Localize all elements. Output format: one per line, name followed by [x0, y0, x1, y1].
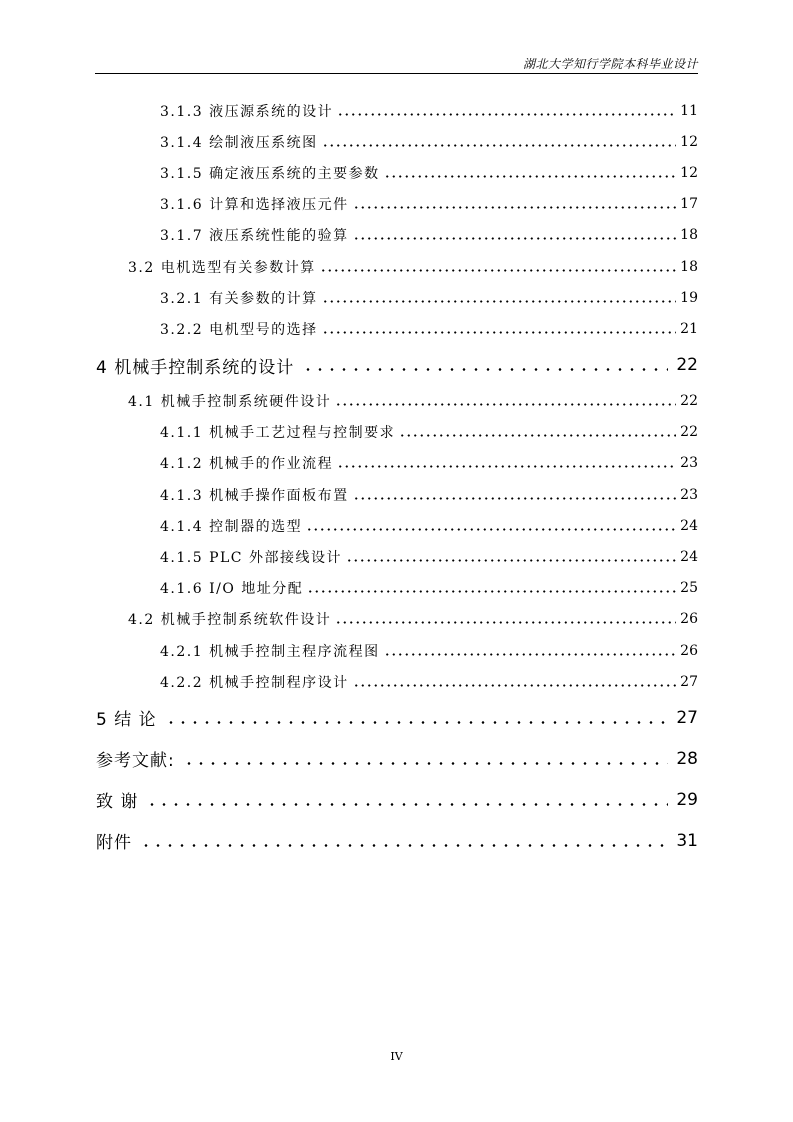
toc-entry-page-number: 28	[676, 748, 698, 769]
toc-entry-page-number: 25	[680, 580, 698, 597]
toc-entry[interactable]	[96, 820, 698, 861]
toc-entry-title: 3.1.6 计算和选择液压元件	[160, 197, 349, 214]
toc-leader-dots	[140, 835, 668, 847]
toc-entry[interactable]	[96, 251, 698, 282]
toc-entry-title: 3.2.2 电机型号的选择	[160, 321, 318, 338]
toc-entry-title: 4 机械手控制系统的设计	[96, 357, 295, 378]
toc-leader-dots	[322, 293, 677, 303]
toc-entry-title: 致 谢	[96, 792, 139, 813]
toc-entry-page-number: 23	[680, 486, 698, 503]
toc-entry-title: 4.1.2 机械手的作业流程	[160, 456, 334, 473]
toc-entry[interactable]	[96, 604, 698, 635]
toc-entry[interactable]	[96, 345, 698, 386]
toc-entry-title: 3.2 电机选型有关参数计算	[128, 259, 316, 276]
toc-entry-page-number: 12	[680, 133, 698, 150]
table-of-contents	[96, 95, 698, 861]
toc-entry-title: 3.1.4 绘制液压系统图	[160, 134, 318, 151]
toc-entry-title: 5 结 论	[96, 710, 157, 731]
page-number: IV	[390, 1050, 403, 1063]
toc-entry[interactable]	[96, 635, 698, 666]
toc-entry-page-number: 23	[680, 455, 698, 472]
toc-leader-dots	[384, 646, 677, 656]
toc-entry-title: 4.1.4 控制器的选型	[160, 518, 303, 535]
toc-entry-title: 4.2 机械手控制系统软件设计	[128, 612, 332, 629]
running-header-title: 湖北大学知行学院本科毕业设计	[522, 57, 698, 71]
toc-entry[interactable]	[96, 282, 698, 313]
toc-leader-dots	[353, 677, 677, 687]
toc-entry[interactable]	[96, 738, 698, 779]
toc-entry[interactable]	[96, 417, 698, 448]
toc-leader-dots	[384, 168, 677, 178]
toc-entry[interactable]	[96, 126, 698, 157]
toc-entry-title: 3.2.1 有关参数的计算	[160, 290, 318, 307]
toc-entry-title: 4.1.5 PLC 外部接线设计	[160, 550, 342, 567]
toc-leader-dots	[346, 552, 676, 562]
toc-entry-page-number: 26	[680, 642, 698, 659]
toc-entry-page-number: 26	[680, 611, 698, 628]
toc-entry-page-number: 21	[680, 320, 698, 337]
toc-entry-page-number: 18	[680, 258, 698, 275]
toc-entry[interactable]	[96, 779, 698, 820]
toc-entry[interactable]	[96, 666, 698, 697]
toc-leader-dots	[337, 458, 676, 468]
toc-entry-page-number: 19	[680, 289, 698, 306]
toc-leader-dots	[322, 324, 677, 334]
toc-leader-dots	[320, 262, 676, 272]
toc-leader-dots	[307, 583, 676, 593]
toc-entry-page-number: 22	[676, 355, 698, 375]
toc-entry-title: 参考文献:	[96, 751, 175, 772]
toc-leader-dots	[322, 137, 677, 147]
toc-entry-title: 附件	[96, 833, 132, 854]
header-divider	[95, 73, 698, 74]
toc-entry[interactable]	[96, 697, 698, 738]
toc-leader-dots	[306, 521, 676, 531]
toc-entry-page-number: 22	[680, 424, 698, 441]
toc-entry[interactable]	[96, 541, 698, 572]
toc-leader-dots	[302, 359, 668, 371]
toc-entry-page-number: 27	[680, 673, 698, 690]
toc-leader-dots	[353, 490, 677, 500]
toc-entry[interactable]	[96, 448, 698, 479]
toc-entry-page-number: 29	[676, 789, 698, 810]
toc-leader-dots	[335, 396, 676, 406]
toc-leader-dots	[165, 712, 669, 724]
toc-entry[interactable]	[96, 479, 698, 510]
toc-entry-page-number: 24	[680, 517, 698, 534]
toc-entry-title: 4.1 机械手控制系统硬件设计	[128, 394, 332, 411]
toc-entry[interactable]	[96, 386, 698, 417]
toc-leader-dots	[399, 427, 676, 437]
toc-leader-dots	[146, 794, 668, 806]
toc-entry[interactable]	[96, 313, 698, 344]
toc-entry-page-number: 18	[680, 227, 698, 244]
toc-leader-dots	[335, 614, 676, 624]
toc-entry-page-number: 24	[680, 549, 698, 566]
toc-entry[interactable]	[96, 220, 698, 251]
toc-entry-page-number: 31	[676, 830, 698, 851]
toc-entry-page-number: 11	[680, 102, 698, 119]
toc-entry-title: 3.1.5 确定液压系统的主要参数	[160, 165, 380, 182]
toc-entry-page-number: 27	[676, 707, 698, 728]
toc-entry-title: 3.1.7 液压系统性能的验算	[160, 228, 349, 245]
toc-leader-dots	[183, 753, 669, 765]
toc-entry-title: 3.1.3 液压源系统的设计	[160, 103, 334, 120]
toc-entry[interactable]	[96, 189, 698, 220]
toc-entry[interactable]	[96, 95, 698, 126]
toc-entry-title: 4.1.1 机械手工艺过程与控制要求	[160, 425, 396, 442]
toc-leader-dots	[353, 199, 677, 209]
toc-entry-title: 4.1.6 I/O 地址分配	[160, 581, 304, 598]
toc-entry-title: 4.1.3 机械手操作面板布置	[160, 487, 349, 504]
toc-entry-page-number: 12	[680, 164, 698, 181]
toc-entry[interactable]	[96, 510, 698, 541]
toc-entry[interactable]	[96, 157, 698, 188]
toc-entry-title: 4.2.1 机械手控制主程序流程图	[160, 643, 380, 660]
toc-entry[interactable]	[96, 573, 698, 604]
toc-entry-page-number: 22	[680, 393, 698, 410]
toc-leader-dots	[337, 106, 676, 116]
toc-entry-page-number: 17	[680, 196, 698, 213]
toc-leader-dots	[353, 230, 677, 240]
toc-entry-title: 4.2.2 机械手控制程序设计	[160, 674, 349, 691]
